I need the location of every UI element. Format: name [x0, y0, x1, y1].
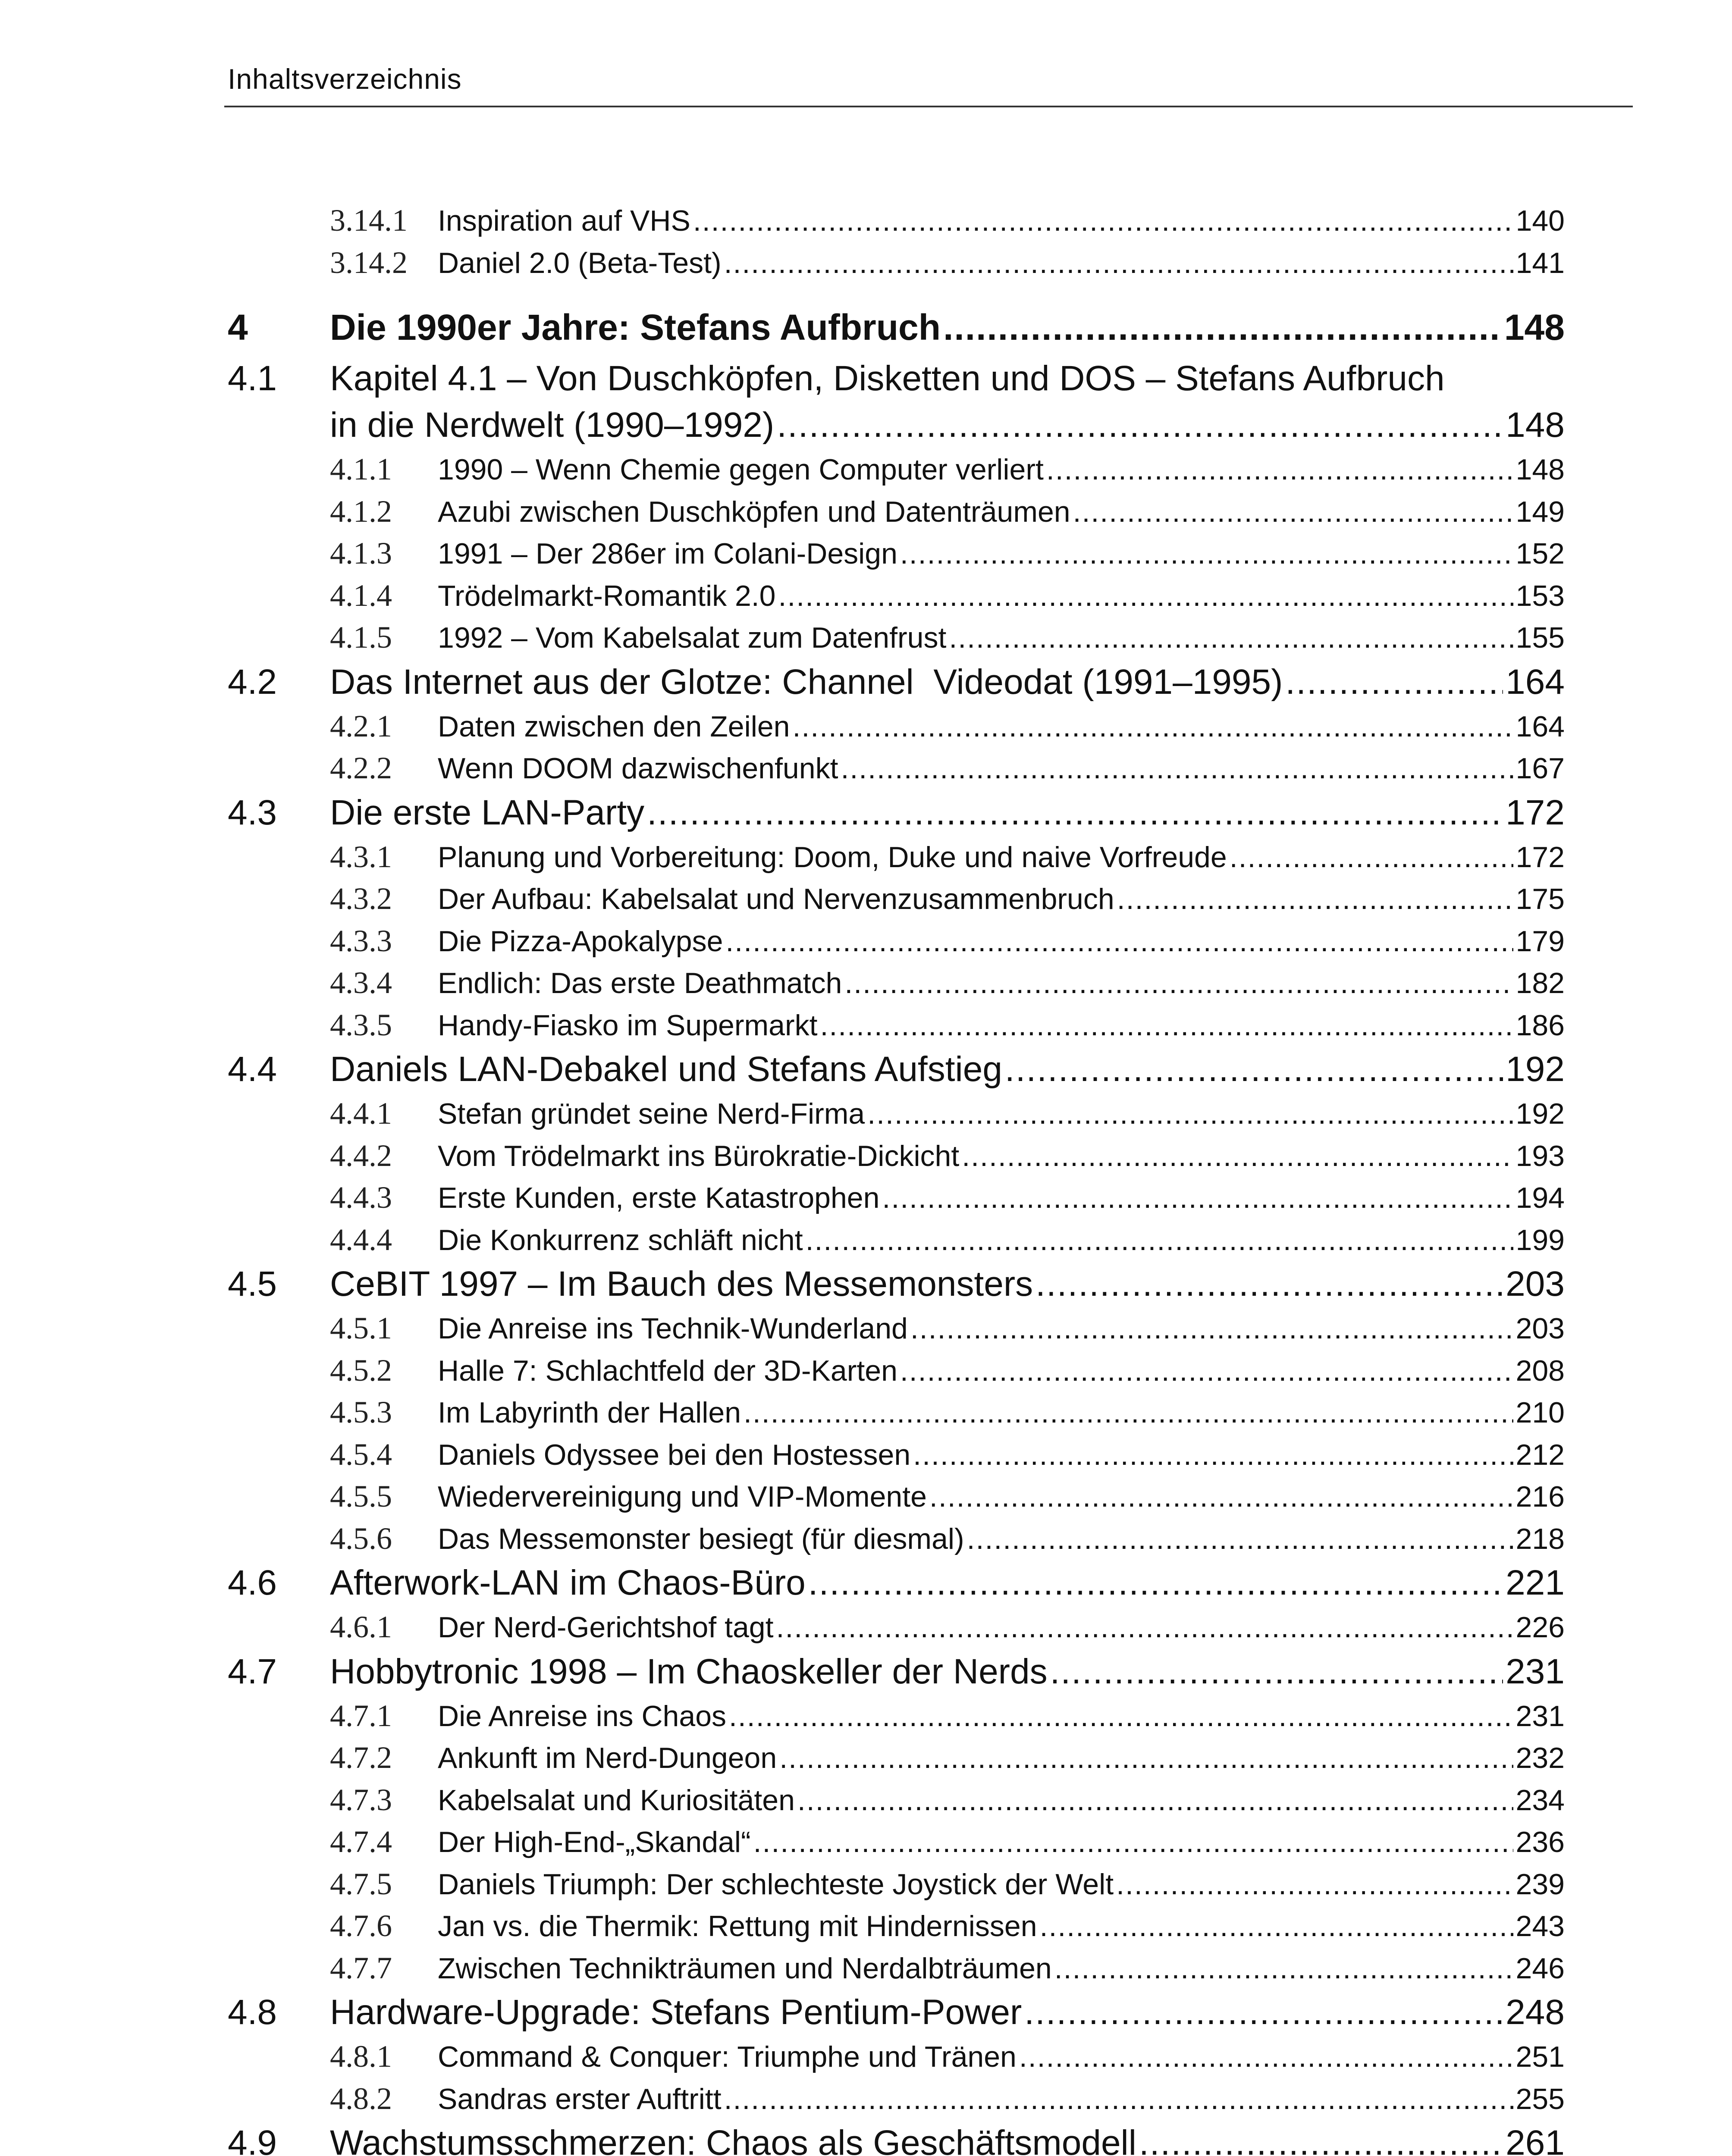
toc-entry-number: 4.5 [228, 1264, 277, 1304]
dot-leader [1035, 1264, 1503, 1304]
toc-entry-number: 4.5.4 [330, 1437, 392, 1472]
toc-entry-title: Der Aufbau: Kabelsalat und Nervenzusammenbruch [438, 883, 1114, 915]
toc-subsection-4-7-4[interactable] [228, 1824, 1565, 1866]
toc-entry-number: 4.5.6 [330, 1521, 392, 1556]
toc-entry-title: Das Internet aus der Glotze: Channel Videodat (1991–1995) [330, 662, 1283, 702]
toc-entry-title: Azubi zwischen Duschköpfen und Datenträumen [438, 495, 1070, 528]
toc-section-group-4-9 [228, 2123, 1565, 2156]
toc-subsection-4-3-4[interactable] [228, 965, 1565, 1007]
dot-leader [744, 1396, 1513, 1429]
toc-subsection-4-7-6[interactable] [228, 1908, 1565, 1950]
toc-entry-number: 4.5.2 [330, 1353, 392, 1388]
dot-leader [962, 1139, 1513, 1173]
toc-subsection-4-1-4[interactable] [228, 578, 1565, 620]
toc-entry-title: Wiedervereinigung und VIP-Momente [438, 1480, 927, 1513]
toc-subsection-4-5-1[interactable] [228, 1310, 1565, 1353]
toc-entry-number: 4.3.2 [330, 881, 392, 916]
toc-section-group-4-5 [228, 1264, 1565, 1563]
toc-entry-title: 1992 – Vom Kabelsalat zum Datenfrust [438, 621, 947, 654]
toc-section-group-4-7 [228, 1651, 1565, 1993]
toc-entry-number: 4.7.3 [330, 1782, 392, 1817]
toc-entry-number: 4.7 [228, 1651, 277, 1691]
toc-entry-title: Hobbytronic 1998 – Im Chaoskeller der Nerds [330, 1651, 1048, 1691]
toc-entry-title: Jan vs. die Thermik: Rettung mit Hindernissen [438, 1910, 1037, 1943]
toc-entry-title: Ankunft im Nerd-Dungeon [438, 1742, 777, 1774]
toc-subsection-4-4-4[interactable] [228, 1222, 1565, 1264]
toc-entry-title: Command & Conquer: Triumphe und Tränen [438, 2040, 1017, 2073]
toc-subsection-4-7-7[interactable] [228, 1950, 1565, 1993]
toc-entry-page: 149 [1516, 495, 1565, 528]
toc-entry-title: Stefan gründet seine Nerd-Firma [438, 1097, 865, 1130]
dot-leader [1050, 1651, 1503, 1692]
toc-entry-title: Afterwork-LAN im Chaos-Büro [330, 1563, 806, 1602]
toc-chapter-4[interactable] [228, 307, 1565, 358]
toc-entry-page: 236 [1516, 1826, 1565, 1858]
dot-leader [1005, 1049, 1503, 1090]
toc-section-4-5[interactable] [228, 1264, 1565, 1310]
toc-subsection-4-4-2[interactable] [228, 1138, 1565, 1180]
toc-entry-number: 4.3 [228, 793, 277, 832]
toc-entry-title: 1990 – Wenn Chemie gegen Computer verliert [438, 453, 1044, 486]
toc-entry-number: 4.1.1 [330, 452, 392, 486]
toc-entry-page: 239 [1516, 1868, 1565, 1901]
toc-subsection-4-4-3[interactable] [228, 1180, 1565, 1222]
toc-entry-title: Der High-End-„Skandal“ [438, 1826, 751, 1858]
toc-section-4-4[interactable] [228, 1049, 1565, 1096]
dot-leader [900, 1354, 1513, 1388]
dot-leader [777, 405, 1503, 445]
dot-leader [778, 579, 1513, 613]
toc-entry-number: 4.6.1 [330, 1610, 392, 1644]
dot-leader [806, 1223, 1513, 1257]
toc-entry-page: 186 [1516, 1009, 1565, 1042]
toc-entry-page: 141 [1516, 246, 1565, 279]
toc-entry-page: 251 [1516, 2040, 1565, 2073]
toc-entry-page: 203 [1506, 1264, 1565, 1304]
toc-entry-page: 261 [1506, 2123, 1565, 2156]
dot-leader [1117, 882, 1513, 916]
toc-entry-title: Halle 7: Schlachtfeld der 3D-Karten [438, 1354, 897, 1387]
toc-entry-page: 167 [1516, 752, 1565, 785]
toc-entry-number: 4.7.4 [330, 1824, 392, 1859]
dot-leader [776, 1611, 1513, 1644]
dot-leader [967, 1522, 1513, 1556]
toc-entry-number: 4.7.2 [330, 1740, 392, 1775]
toc-entry-number: 4.1.5 [330, 620, 392, 655]
dot-leader [844, 966, 1513, 1000]
toc-entry-page: 255 [1516, 2082, 1565, 2115]
dot-leader [1046, 453, 1513, 486]
toc-entry-title: Planung und Vorbereitung: Doom, Duke und naive Vorfreude [438, 840, 1227, 874]
toc-entry-page: 246 [1516, 1952, 1565, 1985]
dot-leader [841, 752, 1513, 785]
dot-leader [808, 1563, 1503, 1603]
toc-entry-title: Endlich: Das erste Deathmatch [438, 967, 842, 1000]
toc-entry-page: 172 [1516, 840, 1565, 874]
table-of-contents [228, 203, 1565, 2156]
running-header: Inhaltsverzeichnis [228, 63, 462, 95]
toc-entry-number: 4.9 [228, 2123, 277, 2156]
dot-leader [779, 1741, 1513, 1775]
dot-leader [820, 1009, 1513, 1042]
toc-entry-number: 4.2.2 [330, 751, 392, 785]
toc-subsection-4-7-2[interactable] [228, 1740, 1565, 1782]
toc-entry-number: 4.7.6 [330, 1908, 392, 1943]
toc-section-group-4-8 [228, 1992, 1565, 2123]
toc-subsection-4-7-3[interactable] [228, 1782, 1565, 1824]
dot-leader [1073, 495, 1513, 529]
dot-leader [647, 793, 1503, 833]
toc-entry-page: 192 [1506, 1050, 1565, 1089]
header-rule [224, 106, 1633, 107]
toc-section-4-3[interactable] [228, 793, 1565, 839]
toc-entry-page: 164 [1506, 662, 1565, 702]
dot-leader [1054, 1952, 1513, 1985]
dot-leader [943, 307, 1502, 348]
toc-section-group-4-2 [228, 662, 1565, 793]
toc-chapter-title: Die 1990er Jahre: Stefans Aufbruch [330, 307, 941, 348]
toc-entry-page: 221 [1506, 1563, 1565, 1602]
toc-entry-page: 140 [1516, 204, 1565, 237]
toc-entry-number: 4.2 [228, 662, 277, 702]
toc-entry-title: Die Konkurrenz schläft nicht [438, 1223, 803, 1257]
toc-entry-title: Sandras erster Auftritt [438, 2082, 722, 2115]
toc-entry-number: 3.14.2 [330, 245, 408, 280]
dot-leader [1024, 1992, 1503, 2033]
toc-entry-title: Hardware-Upgrade: Stefans Pentium-Power [330, 1993, 1022, 2032]
toc-entry-number: 4.7.5 [330, 1866, 392, 1901]
toc-entry-page: 210 [1516, 1396, 1565, 1429]
toc-subsection-4-7-5[interactable] [228, 1866, 1565, 1908]
toc-entry-title: Daniels LAN-Debakel und Stefans Aufstieg [330, 1050, 1002, 1089]
toc-entry-page: 232 [1516, 1742, 1565, 1774]
toc-entry-title: Im Labyrinth der Hallen [438, 1396, 741, 1429]
toc-subsection-4-5-4[interactable] [228, 1437, 1565, 1479]
toc-entry-number: 4.5.3 [330, 1395, 392, 1429]
toc-entry-title: Die Pizza-Apokalypse [438, 924, 723, 958]
toc-entry-number: 4.3.1 [330, 839, 392, 874]
toc-entry-page: 172 [1506, 793, 1565, 832]
dot-leader [724, 246, 1513, 280]
toc-subsection-4-8-1[interactable] [228, 2039, 1565, 2081]
toc-entry-number: 4.4.2 [330, 1138, 392, 1173]
toc-subsection-4-5-6[interactable] [228, 1521, 1565, 1563]
toc-entry-title: Die Anreise ins Technik-Wunderland [438, 1312, 908, 1345]
toc-section-4-1[interactable] [228, 358, 1565, 405]
toc-subsection-4-4-1[interactable] [228, 1096, 1565, 1138]
toc-entry-page: 175 [1516, 883, 1565, 915]
dot-leader [1116, 1868, 1513, 1901]
dot-leader [929, 1480, 1513, 1514]
toc-subsection-4-8-2[interactable] [228, 2081, 1565, 2123]
toc-subsection-4-1-2[interactable] [228, 494, 1565, 536]
toc-entry-number: 4.4.3 [330, 1180, 392, 1215]
toc-entry-title: Vom Trödelmarkt ins Bürokratie-Dickicht [438, 1139, 960, 1172]
toc-entry-title: Das Messemonster besiegt (für diesmal) [438, 1522, 964, 1555]
toc-entry-page: 231 [1506, 1651, 1565, 1691]
toc-subsection-4-1-5[interactable] [228, 620, 1565, 662]
toc-chapter-number: 4 [228, 307, 248, 348]
toc-entry-number: 4.2.1 [330, 708, 392, 743]
dot-leader [900, 537, 1513, 570]
dot-leader [1139, 2123, 1503, 2156]
toc-subsection-4-2-1[interactable] [228, 708, 1565, 751]
toc-subsection-4-3-2[interactable] [228, 881, 1565, 923]
toc-entry-number: 4.1.2 [330, 494, 392, 529]
toc-entry-number: 4.4.1 [330, 1096, 392, 1131]
toc-subsection-4-5-3[interactable] [228, 1395, 1565, 1437]
toc-entry-page: 193 [1516, 1139, 1565, 1172]
dot-leader [867, 1097, 1513, 1131]
toc-subsection-4-2-2[interactable] [228, 750, 1565, 793]
toc-chapter-page: 148 [1504, 307, 1565, 348]
toc-entry-page: 152 [1516, 537, 1565, 570]
toc-entry-number: 4.1.4 [330, 578, 392, 613]
dot-leader [882, 1181, 1513, 1215]
toc-subsection-4-7-1[interactable] [228, 1698, 1565, 1740]
toc-entry-title: Daniels Triumph: Der schlechteste Joystick der Welt [438, 1868, 1114, 1901]
toc-entry-title: Wenn DOOM dazwischenfunkt [438, 752, 838, 785]
toc-entry-number: 4.1.3 [330, 536, 392, 570]
toc-entry-page: 208 [1516, 1354, 1565, 1387]
toc-entry-number: 4.7.7 [330, 1950, 392, 1985]
toc-entry-page: 218 [1516, 1522, 1565, 1555]
toc-entry-title: Inspiration auf VHS [438, 204, 690, 237]
dot-leader [724, 2082, 1513, 2116]
toc-entry-title: Erste Kunden, erste Katastrophen [438, 1181, 880, 1214]
toc-entry-number: 4.8 [228, 1993, 277, 2032]
dot-leader [725, 924, 1513, 958]
toc-entry-title: Daten zwischen den Zeilen [438, 710, 790, 743]
toc-entry-number: 4.3.3 [330, 923, 392, 958]
toc-section-title-line1: Kapitel 4.1 – Von Duschköpfen, Disketten und DOS – Stefans Aufbruch [330, 359, 1445, 398]
toc-entry-number: 4.4.4 [330, 1222, 392, 1257]
toc-entry-number: 4.7.1 [330, 1698, 392, 1733]
toc-entry-page: 212 [1516, 1438, 1565, 1471]
toc-entry-title: Daniel 2.0 (Beta-Test) [438, 246, 722, 279]
dot-leader [1230, 840, 1513, 874]
toc-entry-title: CeBIT 1997 – Im Bauch des Messemonsters [330, 1264, 1033, 1304]
dot-leader [949, 621, 1513, 655]
toc-entry-number: 4.8.1 [330, 2039, 392, 2074]
toc-subsection-4-1-3[interactable] [228, 536, 1565, 578]
toc-section-4-7[interactable] [228, 1651, 1565, 1698]
toc-entry-page: 194 [1516, 1181, 1565, 1214]
toc-section-4-6[interactable] [228, 1563, 1565, 1609]
toc-entry-page: 234 [1516, 1783, 1565, 1817]
toc-subsections-4-1 [228, 451, 1565, 662]
toc-subsection-4-5-2[interactable] [228, 1353, 1565, 1395]
toc-entry-page: 153 [1516, 579, 1565, 612]
toc-entry-title: 1991 – Der 286er im Colani-Design [438, 537, 897, 570]
toc-entry-number: 4.6 [228, 1563, 277, 1602]
toc-section-page: 148 [1506, 405, 1565, 445]
toc-entry-page: 179 [1516, 924, 1565, 958]
toc-entry-page: 203 [1516, 1312, 1565, 1345]
toc-section-title-line2: in die Nerdwelt (1990–1992) [330, 405, 775, 445]
toc-section-group-4-3 [228, 793, 1565, 1050]
toc-entry-page: 199 [1516, 1223, 1565, 1257]
toc-entry-number: 4.3.5 [330, 1007, 392, 1042]
toc-entry-title: Wachstumsschmerzen: Chaos als Geschäftsmodell [330, 2123, 1136, 2156]
toc-subsection-4-1-1[interactable] [228, 451, 1565, 494]
toc-section-4-1-continued[interactable] [228, 405, 1565, 451]
dot-leader [729, 1699, 1513, 1733]
toc-entry-number: 4.3.4 [330, 965, 392, 1000]
toc-entry-number: 3.14.1 [330, 203, 408, 238]
toc-entry-page: 182 [1516, 967, 1565, 1000]
toc-entry-title: Daniels Odyssee bei den Hostessen [438, 1438, 911, 1471]
toc-entry-title: Die Anreise ins Chaos [438, 1699, 727, 1733]
toc-subsection-4-3-3[interactable] [228, 923, 1565, 965]
dot-leader [693, 204, 1513, 238]
toc-entry-number: 4.4 [228, 1050, 277, 1089]
dot-leader [753, 1825, 1513, 1859]
toc-entry-page: 226 [1516, 1611, 1565, 1644]
toc-entry-page: 248 [1506, 1993, 1565, 2032]
toc-entry-title: Zwischen Technikträumen und Nerdalbträumen [438, 1952, 1052, 1985]
toc-subsection-4-3-1[interactable] [228, 839, 1565, 881]
toc-subsection-4-3-5[interactable] [228, 1007, 1565, 1050]
toc-entry-page: 155 [1516, 621, 1565, 654]
toc-entry-title: Handy-Fiasko im Supermarkt [438, 1009, 818, 1042]
toc-entry-number: 4.8.2 [330, 2081, 392, 2116]
toc-entry-page: 192 [1516, 1097, 1565, 1130]
toc-section-4-2[interactable] [228, 662, 1565, 708]
toc-entry-title: Kabelsalat und Kuriositäten [438, 1783, 795, 1817]
toc-entry-title: Der Nerd-Gerichtshof tagt [438, 1611, 774, 1644]
toc-subsection-4-5-5[interactable] [228, 1479, 1565, 1521]
dot-leader [913, 1438, 1513, 1472]
dot-leader [1285, 662, 1503, 702]
toc-section-group-4-4 [228, 1049, 1565, 1264]
dot-leader [1040, 1909, 1513, 1943]
toc-entry-title: Die erste LAN-Party [330, 793, 645, 832]
toc-entry-page: 216 [1516, 1480, 1565, 1513]
toc-entry-page: 231 [1516, 1699, 1565, 1733]
dot-leader [1019, 2040, 1513, 2074]
toc-entry-page: 243 [1516, 1910, 1565, 1943]
toc-entry-3-14-1[interactable] [228, 203, 1565, 245]
toc-entry-title: Trödelmarkt-Romantik 2.0 [438, 579, 776, 612]
dot-leader [797, 1783, 1513, 1817]
dot-leader [792, 710, 1513, 743]
toc-entry-number: 4.5.1 [330, 1311, 392, 1345]
toc-section-4-8[interactable] [228, 1992, 1565, 2039]
toc-section-number: 4.1 [228, 359, 277, 398]
toc-section-4-9[interactable] [228, 2123, 1565, 2156]
toc-entry-3-14-2[interactable] [228, 245, 1565, 287]
toc-subsection-4-6-1[interactable] [228, 1609, 1565, 1651]
dot-leader [910, 1312, 1513, 1345]
toc-entry-number: 4.5.5 [330, 1479, 392, 1514]
toc-section-group-4-6 [228, 1563, 1565, 1651]
toc-entry-page: 164 [1516, 710, 1565, 743]
toc-entry-page: 148 [1516, 453, 1565, 486]
